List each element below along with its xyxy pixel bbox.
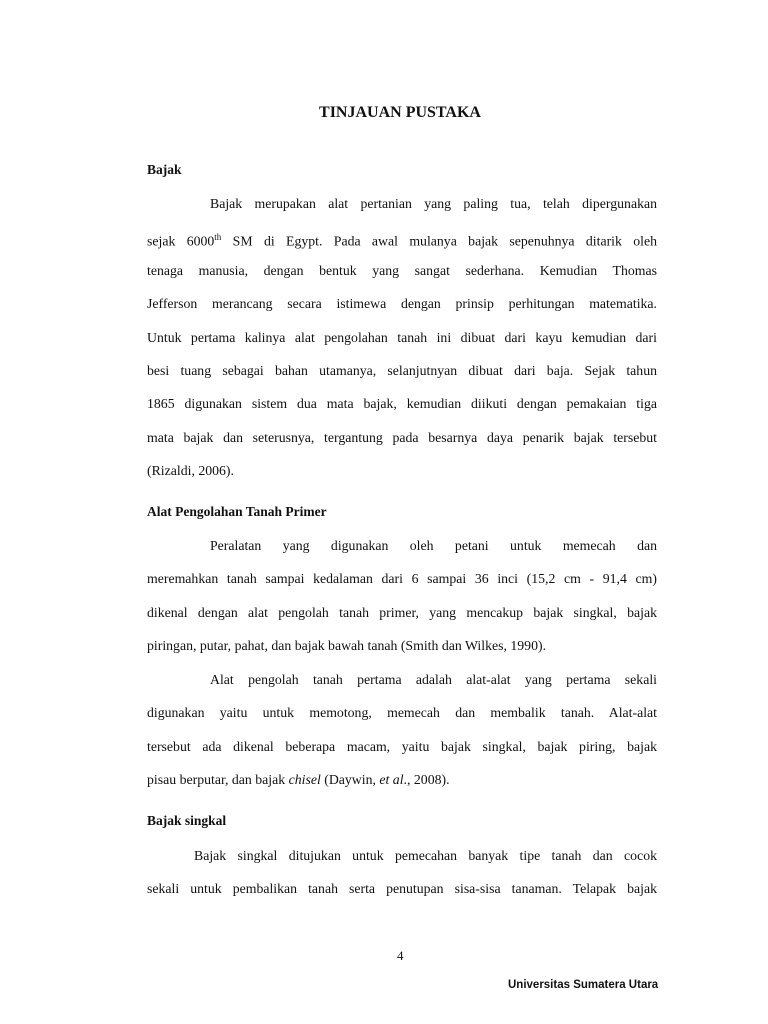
paragraph-line: mata bajak dan seterusnya, tergantung pada besarnya daya penarik bajak tersebut: [147, 429, 657, 445]
italic-term: et al: [379, 772, 404, 788]
paragraph-line: meremahkan tanah sampai kedalaman dari 6 sampai 36 inci (15,2 cm - 91,4 cm): [147, 571, 657, 587]
footer-institution: Universitas Sumatera Utara: [508, 979, 659, 991]
paragraph-line: tenaga manusia, dengan bentuk yang sangat sederhana. Kemudian Thomas: [147, 262, 657, 278]
italic-term: chisel: [288, 772, 321, 788]
paragraph-line: (Rizaldi, 2006).: [147, 463, 234, 479]
text-run: sejak 6000: [147, 233, 215, 249]
paragraph-bajak-singkal: [147, 846, 657, 913]
superscript: th: [214, 232, 222, 243]
text-run: ., 2008).: [403, 772, 450, 788]
text-run: (Daywin,: [320, 772, 380, 788]
paragraph-line: [147, 227, 657, 260]
section-heading-bajak-singkal: Bajak singkal: [147, 813, 227, 828]
page-title: TINJAUAN PUSTAKA: [319, 104, 481, 121]
paragraph-line: sekali untuk pembalikan tanah serta penutupan sisa-sisa tanaman. Telapak bajak: [147, 881, 657, 897]
paragraph-line: Untuk pertama kalinya alat pengolahan tanah ini dibuat dari kayu kemudian dari: [147, 329, 657, 345]
text-run: SM di Egypt. Pada awal mulanya bajak sepenuhnya ditarik oleh: [221, 233, 657, 249]
page-number: 4: [397, 948, 404, 963]
paragraph-line: Alat pengolah tanah pertama adalah alat-alat yang pertama sekali: [210, 672, 657, 687]
paragraph-line: Peralatan yang digunakan oleh petani untuk memecah dan: [210, 538, 657, 553]
paragraph-peralatan: [147, 536, 657, 670]
paragraph-alat-pengolah: [147, 670, 657, 804]
text-run: pisau berputar, dan bajak: [147, 772, 289, 788]
paragraph-line: [147, 770, 657, 803]
section-heading-alat-pengolahan: Alat Pengolahan Tanah Primer: [147, 504, 327, 519]
paragraph-line: digunakan yaitu untuk memotong, memecah dan membalik tanah. Alat-alat: [147, 705, 657, 721]
paragraph-line: Jefferson merancang secara istimewa dengan prinsip perhitungan matematika.: [147, 296, 657, 312]
paragraph-line: piringan, putar, pahat, dan bajak bawah tanah (Smith dan Wilkes, 1990).: [147, 638, 547, 654]
paragraph-bajak: [147, 194, 657, 495]
section-heading-bajak: Bajak: [147, 162, 182, 177]
paragraph-line: dikenal dengan alat pengolah tanah primer, yang mencakup bajak singkal, bajak: [147, 604, 657, 620]
paragraph-line: tersebut ada dikenal beberapa macam, yaitu bajak singkal, bajak piring, bajak: [147, 738, 657, 754]
paragraph-line: Bajak singkal ditujukan untuk pemecahan banyak tipe tanah dan cocok: [194, 848, 657, 863]
paragraph-line: Bajak merupakan alat pertanian yang paling tua, telah dipergunakan: [210, 196, 657, 211]
paragraph-line: besi tuang sebagai bahan utamanya, selanjutnyan dibuat dari baja. Sejak tahun: [147, 362, 657, 378]
paragraph-line: 1865 digunakan sistem dua mata bajak, kemudian diikuti dengan pemakaian tiga: [147, 396, 657, 412]
